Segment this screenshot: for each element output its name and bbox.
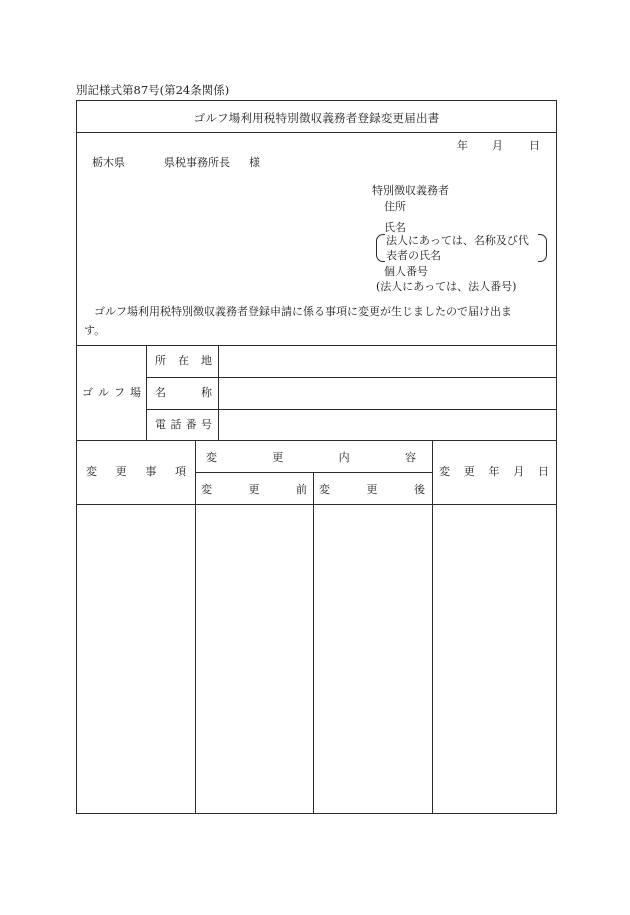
golf-group-label: ゴ ル フ 場: [82, 386, 141, 399]
applicant-name-label: 氏名: [384, 221, 406, 234]
addressee-prefecture: 栃木県: [92, 156, 125, 169]
title-divider: [76, 132, 557, 133]
applicant-heading: 特別徴収義務者: [372, 184, 449, 197]
change-before-header: 変 更 前: [201, 483, 307, 496]
statement-line1: ゴルフ場利用税特別徴収義務者登録申請に係る事項に変更が生じましたので届け出ま: [94, 305, 512, 318]
golf-section-top-border: [76, 345, 557, 346]
applicant-name-note-line2: 表者の氏名: [386, 249, 441, 262]
change-date-cell[interactable]: [433, 505, 556, 813]
addressee-office: 県税事務所長: [164, 156, 230, 169]
date-month-label: 月: [492, 139, 503, 152]
change-item-cell[interactable]: [77, 505, 194, 813]
golf-group-divider: [146, 345, 147, 440]
golf-label-divider: [218, 345, 219, 440]
applicant-address-label: 住所: [384, 200, 406, 213]
change-section-top-border: [76, 440, 557, 441]
golf-phone-label: 電 話 番 号: [155, 418, 212, 431]
date-year-label: 年: [457, 139, 468, 152]
golf-row-divider-2: [146, 409, 557, 410]
change-date-header: 変 更 年 月 日: [439, 465, 549, 478]
change-item-header: 変 更 事 項: [86, 465, 186, 478]
addressee-honorific: 様: [249, 156, 260, 169]
right-parenthesis-bracket: [538, 234, 547, 262]
change-after-cell[interactable]: [314, 505, 431, 813]
date-day-label: 日: [529, 139, 540, 152]
applicant-personal-number-note: (法人にあっては、法人番号): [376, 280, 517, 293]
statement-line2: す。: [84, 324, 106, 337]
golf-row-divider-1: [146, 377, 557, 378]
change-before-cell[interactable]: [196, 505, 312, 813]
change-after-header: 変 更 後: [319, 483, 425, 496]
applicant-name-note-line1: 法人にあっては、名称及び代: [386, 234, 529, 247]
change-content-header: 変 更 内 容: [206, 451, 416, 464]
form-title: ゴルフ場利用税特別徴収義務者登録変更届出書: [193, 111, 440, 125]
golf-address-label: 所 在 地: [155, 354, 212, 367]
applicant-personal-number-label: 個人番号: [384, 265, 428, 278]
golf-name-label: 名 称: [155, 386, 212, 399]
left-parenthesis-bracket: [376, 234, 385, 262]
form-reference: 別記様式第87号(第24条関係): [76, 83, 230, 97]
